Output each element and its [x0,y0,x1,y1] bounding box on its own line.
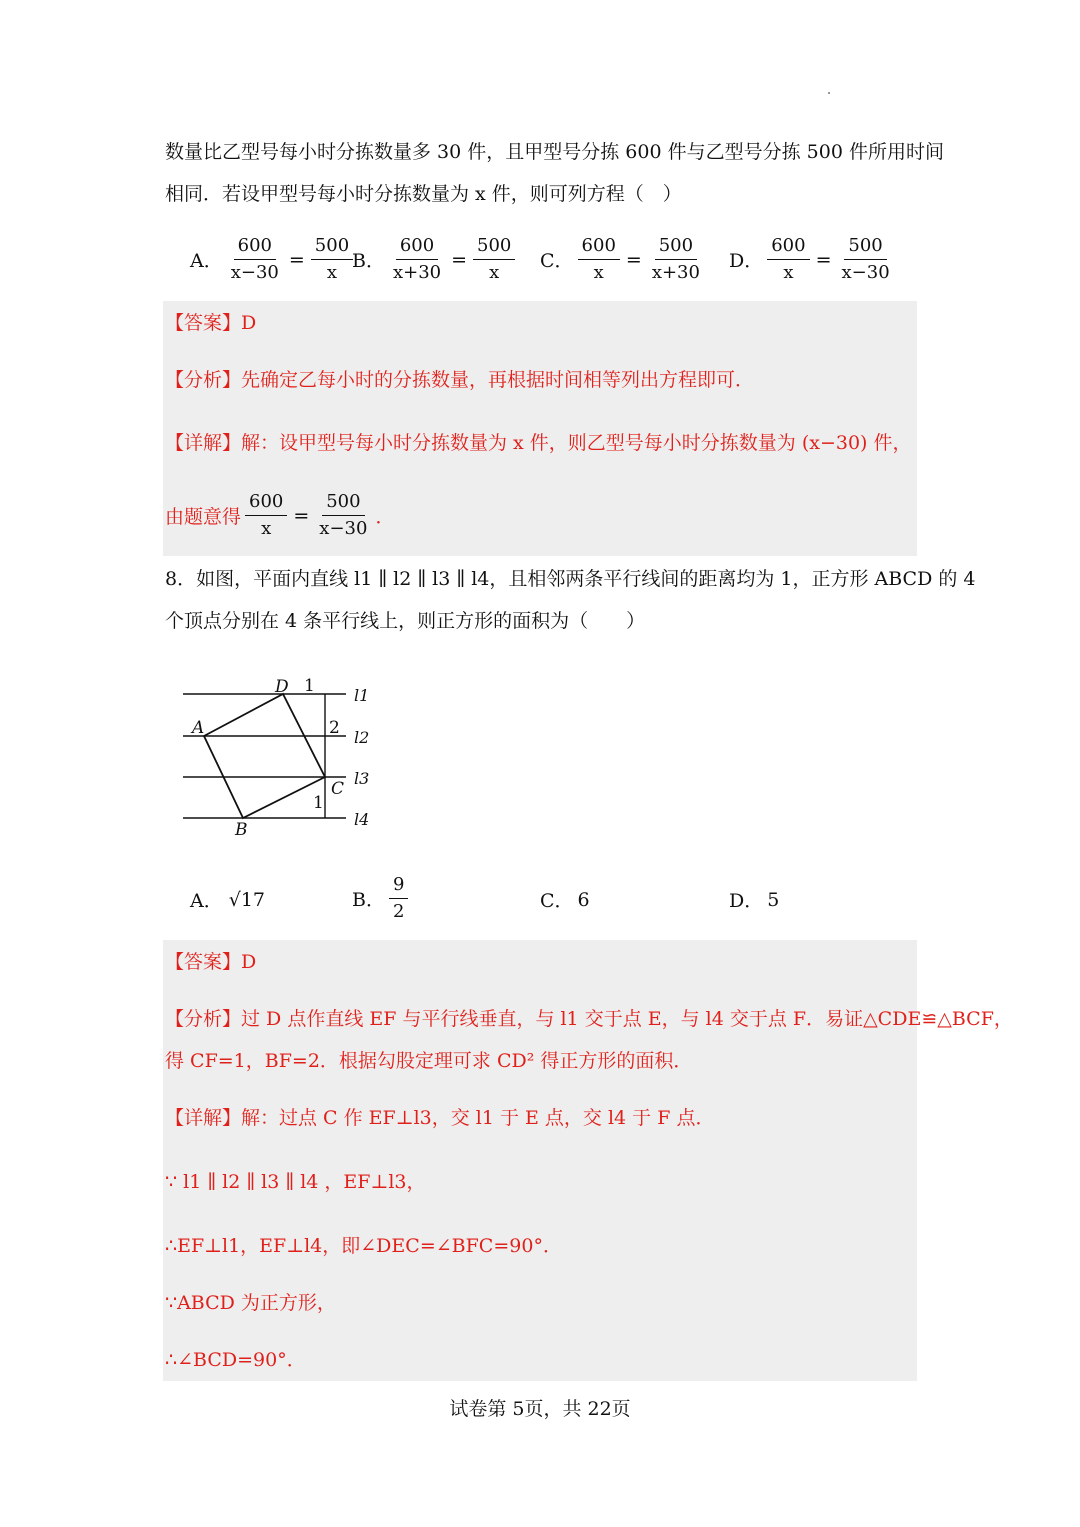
q8-detail-line2: ∵ l1 ∥ l2 ∥ l3 ∥ l4 ，EF⊥l3， [165,1171,426,1193]
option-label: B． [352,889,385,911]
equation-prefix: 由题意得 [165,506,242,528]
option-label: C． [540,890,574,912]
option-value: 6 [577,888,590,911]
fraction: $\frac{600}{x-30}$ [230,235,279,283]
q7-analysis: 【分析】先确定乙每小时的分拣数量，再根据时间相等列出方程即可． [165,369,755,391]
fraction: $\frac{600}{x}$ [767,234,809,285]
q7-option-a [190,234,357,285]
q7-text-line2: 相同．若设甲型号每小时分拣数量为 x 件，则可列方程（ ） [165,183,682,205]
option-value: √17 [228,888,266,911]
q8-analysis-line2: 得 CF=1，BF=2．根据勾股定理可求 CD² 得正方形的面积． [165,1050,693,1072]
option-label: A． [190,890,223,912]
fraction: $\frac{500}{x}$ [311,234,353,285]
q8-detail-line4: ∵ABCD 为正方形， [165,1292,336,1314]
q7-answer: 【答案】D [165,312,257,334]
q8-detail-line1: 【详解】解：过点 C 作 EF⊥l3，交 l1 于 E 点，交 l4 于 F 点． [165,1107,715,1129]
label-a: A [192,718,205,738]
q8-analysis-line1: 【分析】过 D 点作直线 EF 与平行线垂直，与 l1 交于点 E，与 l4 交于点 F．易证△CDE≌△BCF， [165,1008,1013,1030]
label-one-top: 1 [304,676,315,696]
label-d: D [275,677,289,697]
q8-detail-line3: ∴EF⊥l1，EF⊥l4，即∠DEC=∠BFC=90°． [165,1235,562,1257]
fraction: $\frac{600}{x}$ [578,234,620,285]
option-label: B． [352,250,385,272]
fraction: $\frac{500}{x+30}$ [651,235,700,283]
q8-option-d [729,886,779,913]
label-one-bottom: 1 [313,793,324,813]
label-l1: l1 [354,686,370,705]
q8-detail-line5: ∴∠BCD=90°． [165,1349,306,1371]
option-label: C． [540,250,574,272]
fraction: $\frac{9}{2}$ [389,873,408,924]
q8-answer: 【答案】D [165,951,257,973]
equals-sign: = [293,504,310,527]
q7-option-b [352,234,519,285]
option-label: D． [729,250,764,272]
q7-detail-equation [165,490,394,541]
q8-text-line1: 8．如图，平面内直线 l1 ∥ l2 ∥ l3 ∥ l4，且相邻两条平行线间的距离均为 1，正方形 ABCD 的 4 [165,568,976,590]
option-label: D． [729,890,764,912]
label-b: B [235,820,248,840]
scan-mark [828,92,830,94]
q7-text-line1: 数量比乙型号每小时分拣数量多 30 件，且甲型号分拣 600 件与乙型号分拣 500 件所用时间 [165,141,944,163]
equals-sign: = [451,248,468,271]
fraction: $\frac{500}{x-30}$ [319,491,368,539]
q8-geometry-figure [178,672,378,840]
fraction: $\frac{600}{x+30}$ [392,235,442,283]
page-footer: 试卷第 5页，共 22页 [449,1398,631,1420]
label-l4: l4 [354,810,370,829]
q7-option-d [729,234,898,285]
q8-option-a [190,886,265,913]
q7-detail: 【详解】解：设甲型号每小时分拣数量为 x 件，则乙型号每小时分拣数量为 (x−30) 件， [165,432,912,454]
label-l3: l3 [354,769,370,788]
label-two: 2 [329,718,340,738]
option-label: A． [190,250,223,272]
q8-option-c [540,886,590,913]
q8-option-b [352,873,412,924]
fraction: $\frac{500}{x}$ [473,234,515,285]
option-value: 5 [767,888,780,911]
label-c: C [331,779,345,799]
label-l2: l2 [354,728,370,747]
q7-option-c [540,234,708,285]
equals-sign: = [288,248,305,271]
q8-text-line2: 个顶点分别在 4 条平行线上，则正方形的面积为（ ） [165,610,646,632]
square-abcd [204,694,325,818]
fraction: $\frac{500}{x-30}$ [841,235,890,283]
equals-sign: = [815,248,832,271]
equals-sign: = [625,248,642,271]
fraction: $\frac{600}{x}$ [245,490,287,541]
equation-suffix: ． [375,506,395,528]
